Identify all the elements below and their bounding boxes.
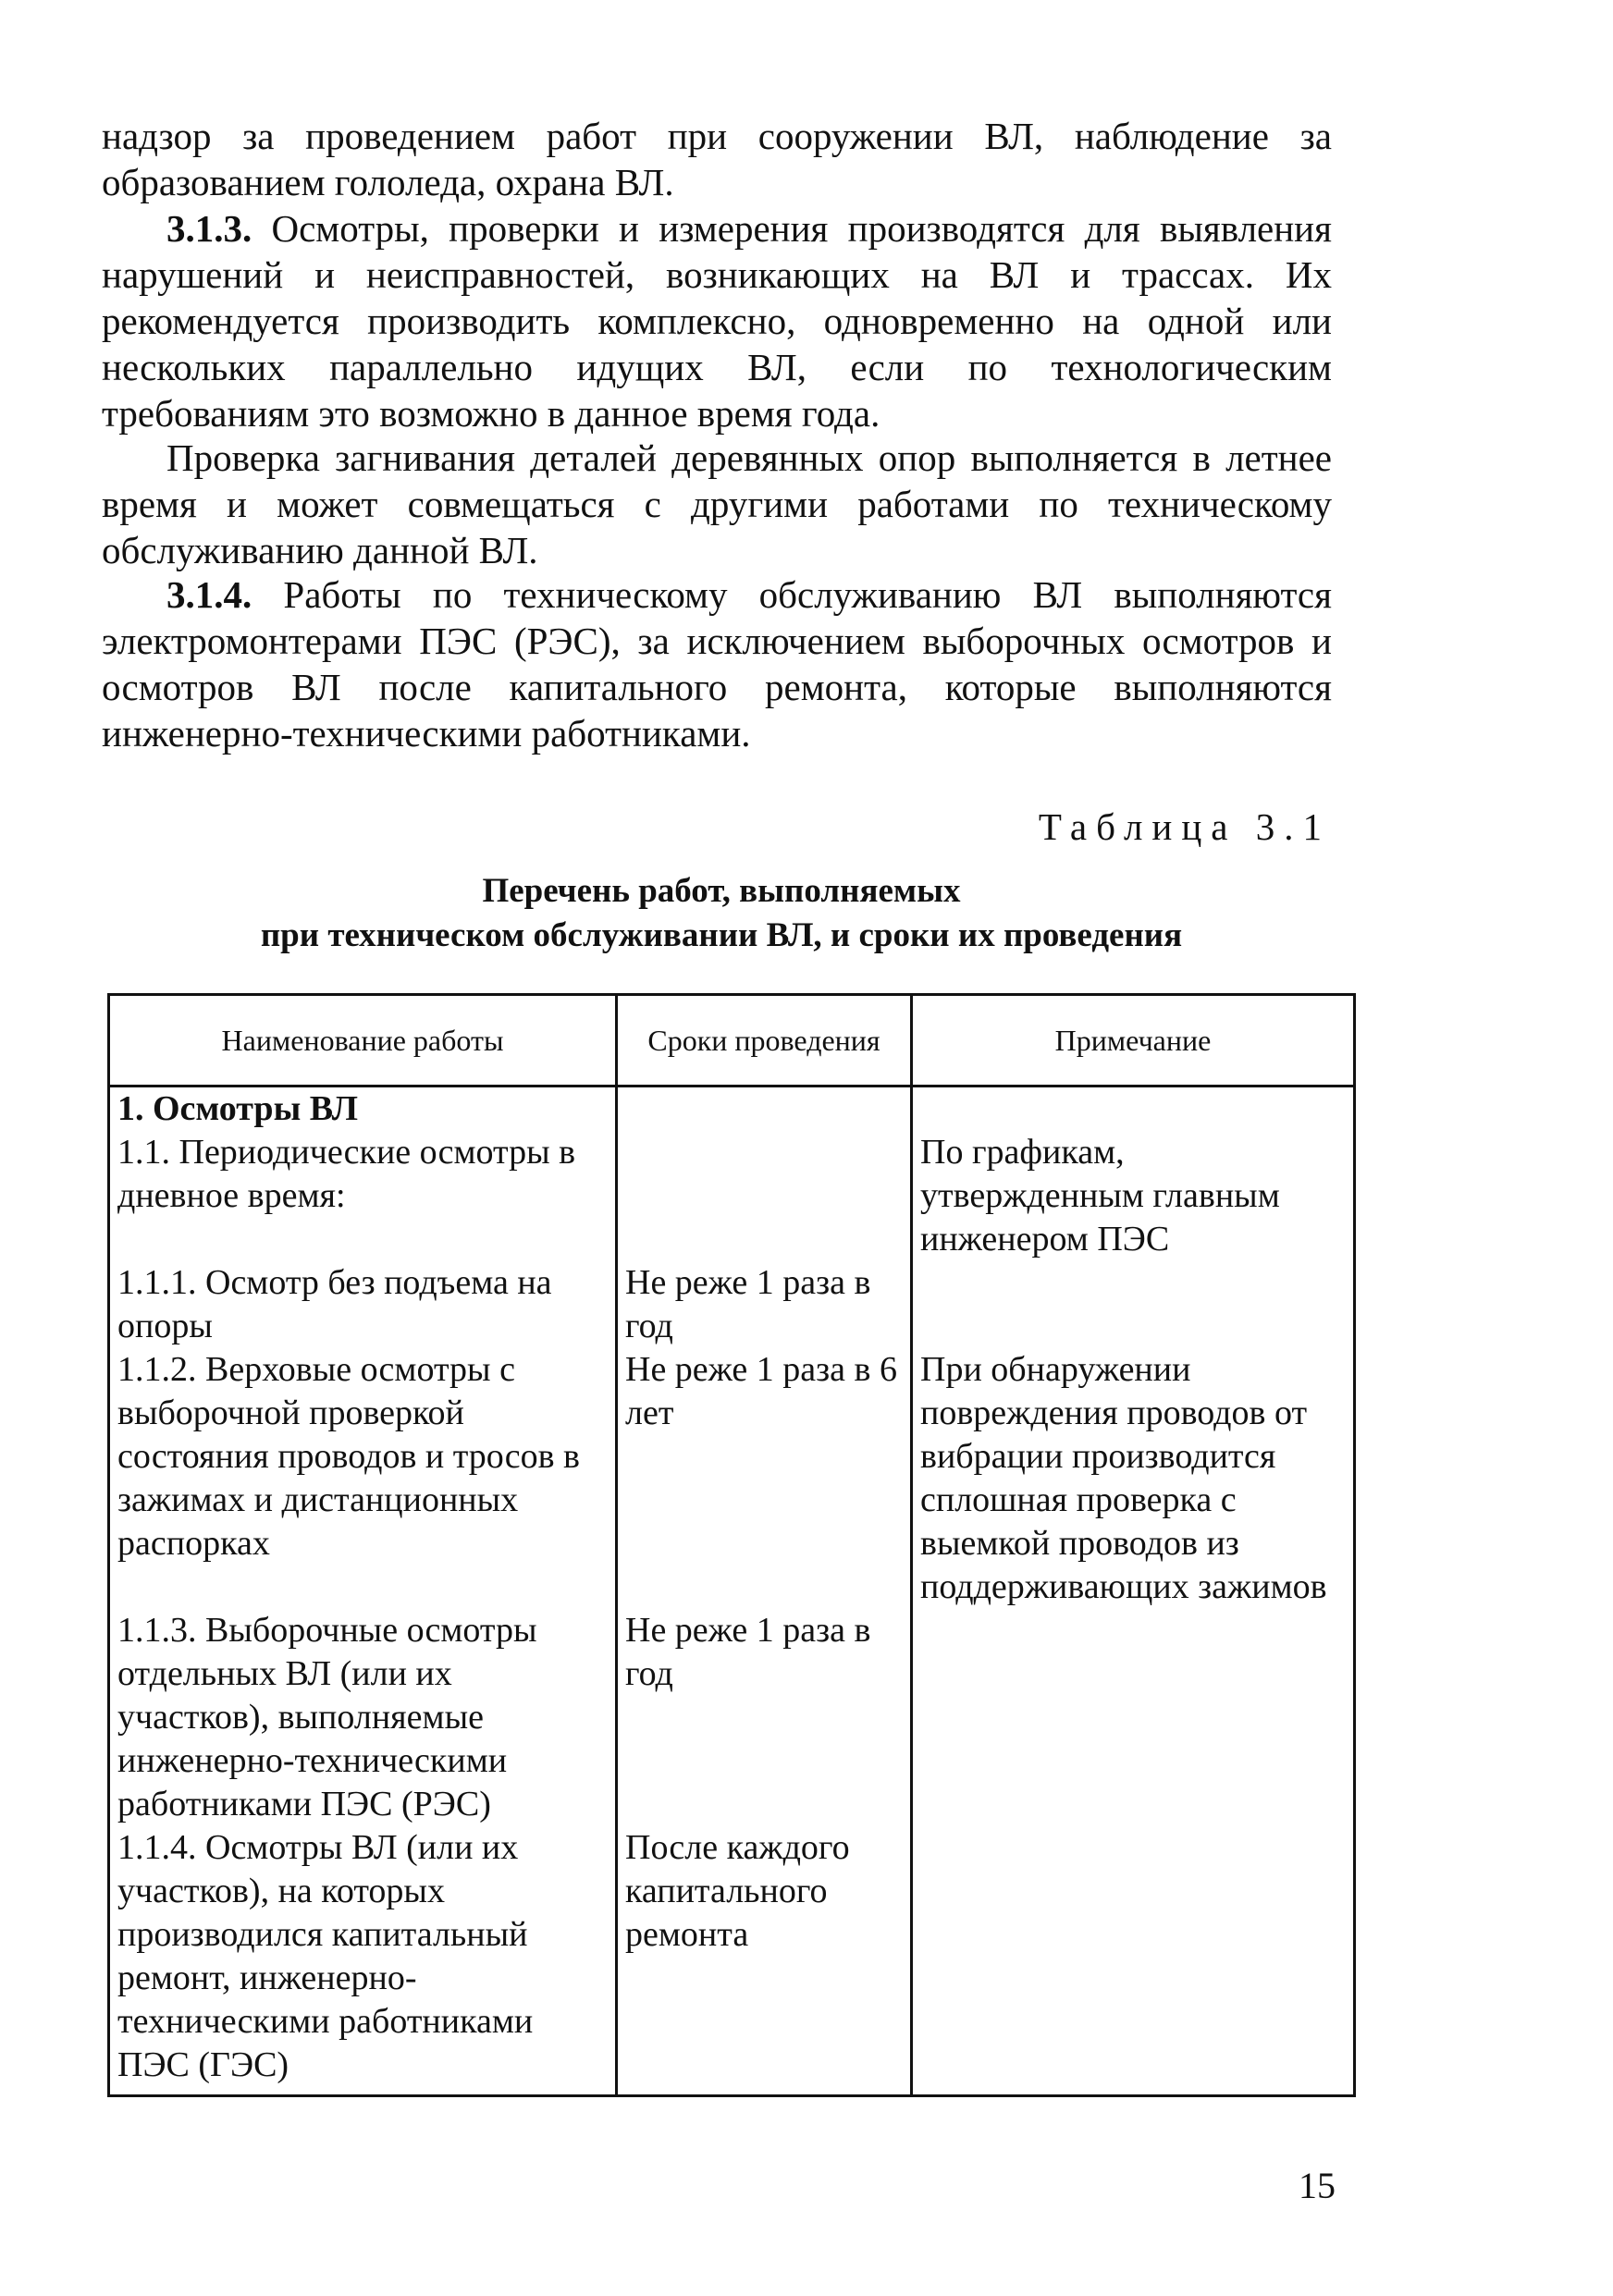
clause-number: 3.1.3.: [166, 207, 252, 250]
clause-number: 3.1.4.: [166, 573, 252, 616]
paragraph-text: Работы по техническому обслуживанию ВЛ выполняются электромонтерами ПЭС (РЭС), за исключением выборочных осмотров и осмотров ВЛ после капитального ремонта, которые выполняются инженерно-техническими работниками.: [102, 573, 1332, 755]
cell-note: [912, 1826, 1355, 2096]
header-work-name: Наименование работы: [109, 995, 617, 1087]
table-row: [109, 1826, 1355, 2096]
section-title: 1. Осмотры ВЛ: [109, 1087, 617, 1132]
table-row: [109, 1609, 1355, 1826]
cell-term: Не реже 1 раза в год: [617, 1609, 912, 1826]
paragraph-rot-check: Проверка загнивания деталей деревянных опор выполняется в летнее время и может совмещаться с другими работами по техническому обслуживанию данной ВЛ.: [102, 436, 1332, 571]
table-cell: [617, 1087, 912, 1132]
cell-term: Не реже 1 раза в 6 лет: [617, 1348, 912, 1609]
table-title-line-2: при техническом обслуживании ВЛ, и сроки их проведения: [260, 916, 1183, 954]
cell-term: После каждого капитального ремонта: [617, 1826, 912, 2096]
page-number: 15: [1299, 2165, 1336, 2206]
cell-work-name: 1.1.1. Осмотр без подъема на опоры: [109, 1261, 617, 1348]
cell-note: [912, 1261, 1355, 1348]
cell-term: Не реже 1 раза в год: [617, 1261, 912, 1348]
cell-term: [617, 1131, 912, 1261]
header-terms: Сроки проведения: [617, 995, 912, 1087]
cell-note: По графикам, утвержденным главным инженером ПЭС: [912, 1131, 1355, 1261]
paragraph-text: Осмотры, проверки и измерения производятся для выявления нарушений и неисправностей, возникающих на ВЛ и трассах. Их рекомендуется производить комплексно, одновременно на одной или нескольких параллельно идущих ВЛ, если по технологическим требованиям это возможно в данное время года.: [102, 207, 1332, 435]
table-title-line-1: Перечень работ, выполняемых: [482, 872, 961, 910]
header-note: Примечание: [912, 995, 1355, 1087]
table-header-row: [109, 995, 1355, 1087]
table-row: [109, 1348, 1355, 1609]
cell-work-name: 1.1.4. Осмотры ВЛ (или их участков), на которых производился капитальный ремонт, инженерно-техническими работниками ПЭС (ГЭС): [109, 1826, 617, 2096]
cell-work-name: 1.1.2. Верховые осмотры с выборочной проверкой состояния проводов и тросов в зажимах и дистанционных распорках: [109, 1348, 617, 1609]
table-row-section: [109, 1087, 1355, 1132]
table-row: [109, 1261, 1355, 1348]
cell-work-name: 1.1.3. Выборочные осмотры отдельных ВЛ (или их участков), выполняемые инженерно-техническими работниками ПЭС (РЭС): [109, 1609, 617, 1826]
paragraph-continuation: надзор за проведением работ при сооружении ВЛ, наблюдение за образованием гололеда, охрана ВЛ.: [102, 115, 1332, 203]
paragraph-3-1-4: [102, 571, 1332, 756]
cell-note: [912, 1609, 1355, 1826]
cell-note: При обнаружении повреждения проводов от вибрации производится сплошная проверка с выемкой проводов из поддерживающих зажимов: [912, 1348, 1355, 1609]
works-table: [107, 993, 1356, 2097]
table-row: [109, 1131, 1355, 1261]
paragraph-3-1-3: [102, 205, 1332, 436]
cell-work-name: 1.1. Периодические осмотры в дневное время:: [109, 1131, 617, 1261]
table-label: Таблица 3.1: [1038, 805, 1331, 848]
table-cell: [912, 1087, 1355, 1132]
